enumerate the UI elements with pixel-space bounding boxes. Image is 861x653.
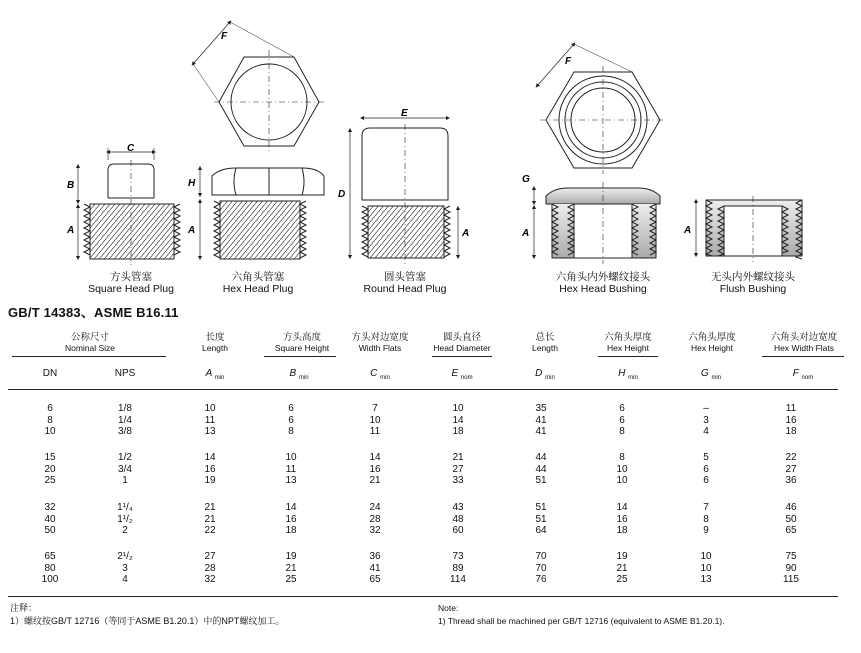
caption-cn: 六角头内外螺纹接头 [555,271,651,283]
header-en: Length [202,343,228,353]
technical-drawings [0,0,861,300]
cell-g: 10 10 13 [700,551,712,585]
header-cn: 六角头厚度 [604,332,652,343]
cell-d: 44 44 51 [535,452,547,486]
cell-b: 10 11 13 [285,452,297,486]
cell-e: 10 14 18 [452,403,464,437]
header-underline [598,356,658,357]
header-cn: 公称尺寸 [70,332,109,343]
dim-a-label-3: A [462,228,470,239]
cell-g: 5 6 6 [703,452,709,486]
cell-g: 7 8 9 [703,502,709,536]
cell-h: 6 6 8 [619,403,625,437]
subscript: min [298,375,309,381]
cell-a: 10 11 13 [204,403,216,437]
cell-b: 6 6 8 [288,403,294,437]
header-en: Width Flats [358,343,402,353]
subscript: nom [801,375,814,381]
notes-cn [10,602,410,628]
symbol: H [618,368,626,379]
header-cn: 六角头厚度 [688,332,736,343]
dim-f-label-2: F [565,56,572,67]
cell-e: 43 48 60 [452,502,464,536]
symbol: B [289,368,297,379]
caption-cn: 圆头管塞 [384,271,426,283]
cell-c: 36 41 65 [369,551,381,585]
dim-a-label-4: A [522,228,530,239]
header-en: Nominal Size [64,343,116,353]
round-head-plug-drawing [350,118,458,264]
symbol: F [792,368,799,379]
cell-b: 19 21 25 [285,551,297,585]
header-en: Length [532,343,558,353]
cell-h: 8 10 10 [616,452,628,486]
header-underline [762,356,844,357]
dim-d-label: D [338,189,346,200]
dim-f-label-1: F [221,31,228,42]
header-en: Head Diameter [433,343,491,353]
hex-head-bushing-drawing [534,44,666,264]
cell-g: – 3 4 [703,403,709,437]
cell-d: 70 70 76 [535,551,547,585]
caption-en: Hex Head Bushing [559,283,647,295]
caption-round-head-plug [325,271,485,295]
notes-cn-title: 注释： [10,603,38,613]
cell-dn: 65 80 100 [41,551,59,585]
cell-b: 14 16 18 [285,502,297,536]
symbol-d-min [520,368,570,381]
notes-en [438,602,848,628]
cell-a: 21 21 22 [204,502,216,536]
symbol: A [205,368,212,379]
caption-cn: 六角头管塞 [231,271,285,283]
header-underline [264,356,336,357]
header-cn: 方头对边宽度 [351,332,409,343]
cell-nps: 1¹/₄ 1¹/₂ 2 [117,502,133,536]
subscript: min [214,375,225,381]
cell-a: 27 28 32 [204,551,216,585]
symbol: E [451,368,459,379]
symbol: D [535,368,543,379]
standard-title: GB/T 14383、ASME B16.11 [8,305,179,320]
header-hex-width-flats [752,332,856,354]
header-en: Hex Height [606,343,650,353]
symbol-e-nom [437,368,487,381]
cell-f: 22 27 36 [785,452,797,486]
dim-a-label-5: A [684,225,692,236]
caption-cn: 方头管塞 [110,271,152,283]
cell-f: 11 16 18 [785,403,797,437]
caption-en: Flush Bushing [719,283,787,295]
symbol: C [370,368,378,379]
cell-e: 73 89 114 [450,551,466,585]
header-width-flats [340,332,420,354]
caption-en: Hex Head Plug [222,283,294,295]
header-nominal-size [40,332,140,354]
cell-h: 19 21 25 [616,551,628,585]
header-underline [12,356,166,357]
cell-dn: 15 20 25 [44,452,56,486]
header-total-length [515,332,575,354]
header-underline [432,356,492,357]
notes-cn-text: 1）螺纹按GB/T 12716（等同于ASME B1.20.1）中的NPT螺纹加工。 [10,616,285,626]
notes-en-text: 1) Thread shall be machined per GB/T 12716 (equivalent to ASME B1.20.1). [438,616,725,626]
header-length [185,332,245,354]
cell-d: 51 51 64 [535,502,547,536]
cell-nps: 1/8 1/4 3/8 [118,403,132,437]
symbol-a-min [190,368,240,381]
hex-head-plug-drawing [193,22,324,259]
header-cn: 方头高度 [282,332,321,343]
cell-e: 21 27 33 [452,452,464,486]
cell-c: 24 28 32 [369,502,381,536]
symbol-h-min [603,368,653,381]
cell-a: 14 16 19 [204,452,216,486]
dim-h-label: H [188,178,196,189]
cell-c: 14 16 21 [369,452,381,486]
square-head-plug-drawing [78,148,180,265]
symbol-c-min [355,368,405,381]
header-cn: 总长 [535,332,555,343]
dim-a-label: A [67,225,75,236]
caption-en: Round Head Plug [363,283,447,295]
subheader-nps: NPS [114,368,136,379]
dim-e-label: E [401,108,408,119]
caption-cn: 无头内外螺纹接头 [711,271,795,283]
caption-en: Square Head Plug [88,283,174,295]
symbol-g-min [686,368,736,381]
subscript: min [545,375,555,381]
caption-flush-bushing [673,271,833,295]
header-square-height [262,332,342,354]
cell-c: 7 10 11 [369,403,381,437]
cell-nps: 2¹/₂ 3 4 [117,551,133,585]
header-cn: 圆头直径 [442,332,481,343]
subscript: min [628,375,638,381]
dim-c-label: C [127,143,135,154]
cell-f: 75 90 115 [783,551,799,585]
header-cn: 六角头对边宽度 [770,332,838,343]
header-head-diameter [422,332,502,354]
subheader-dn: DN [42,368,58,379]
cell-h: 14 16 18 [616,502,628,536]
dim-a-label-2: A [188,225,196,236]
cell-dn: 6 8 10 [44,403,56,437]
dim-g-label: G [522,174,530,185]
cell-d: 35 41 41 [535,403,547,437]
dim-b-label: B [67,180,75,191]
cell-dn: 32 40 50 [44,502,56,536]
table-bottom-rule [8,596,838,597]
header-en: Hex Height [690,343,734,353]
symbol: G [700,368,709,379]
cell-nps: 1/2 3/4 1 [118,452,132,486]
caption-hex-head-plug [178,271,338,295]
header-en: Square Height [274,343,330,353]
header-hex-height-2 [672,332,752,354]
subscript: min [711,375,722,381]
header-en: Hex Width Flats [774,343,834,353]
header-bottom-rule [8,389,838,390]
header-hex-height-1 [588,332,668,354]
header-cn: 长度 [205,332,225,343]
symbol-f-nom [778,368,828,381]
caption-hex-head-bushing [523,271,683,295]
subscript: nom [460,375,473,381]
symbol-b-min [274,368,324,381]
cell-f: 46 50 65 [785,502,797,536]
flush-bushing-drawing [696,196,802,262]
subscript: min [380,375,390,381]
notes-en-title: Note: [438,603,459,613]
